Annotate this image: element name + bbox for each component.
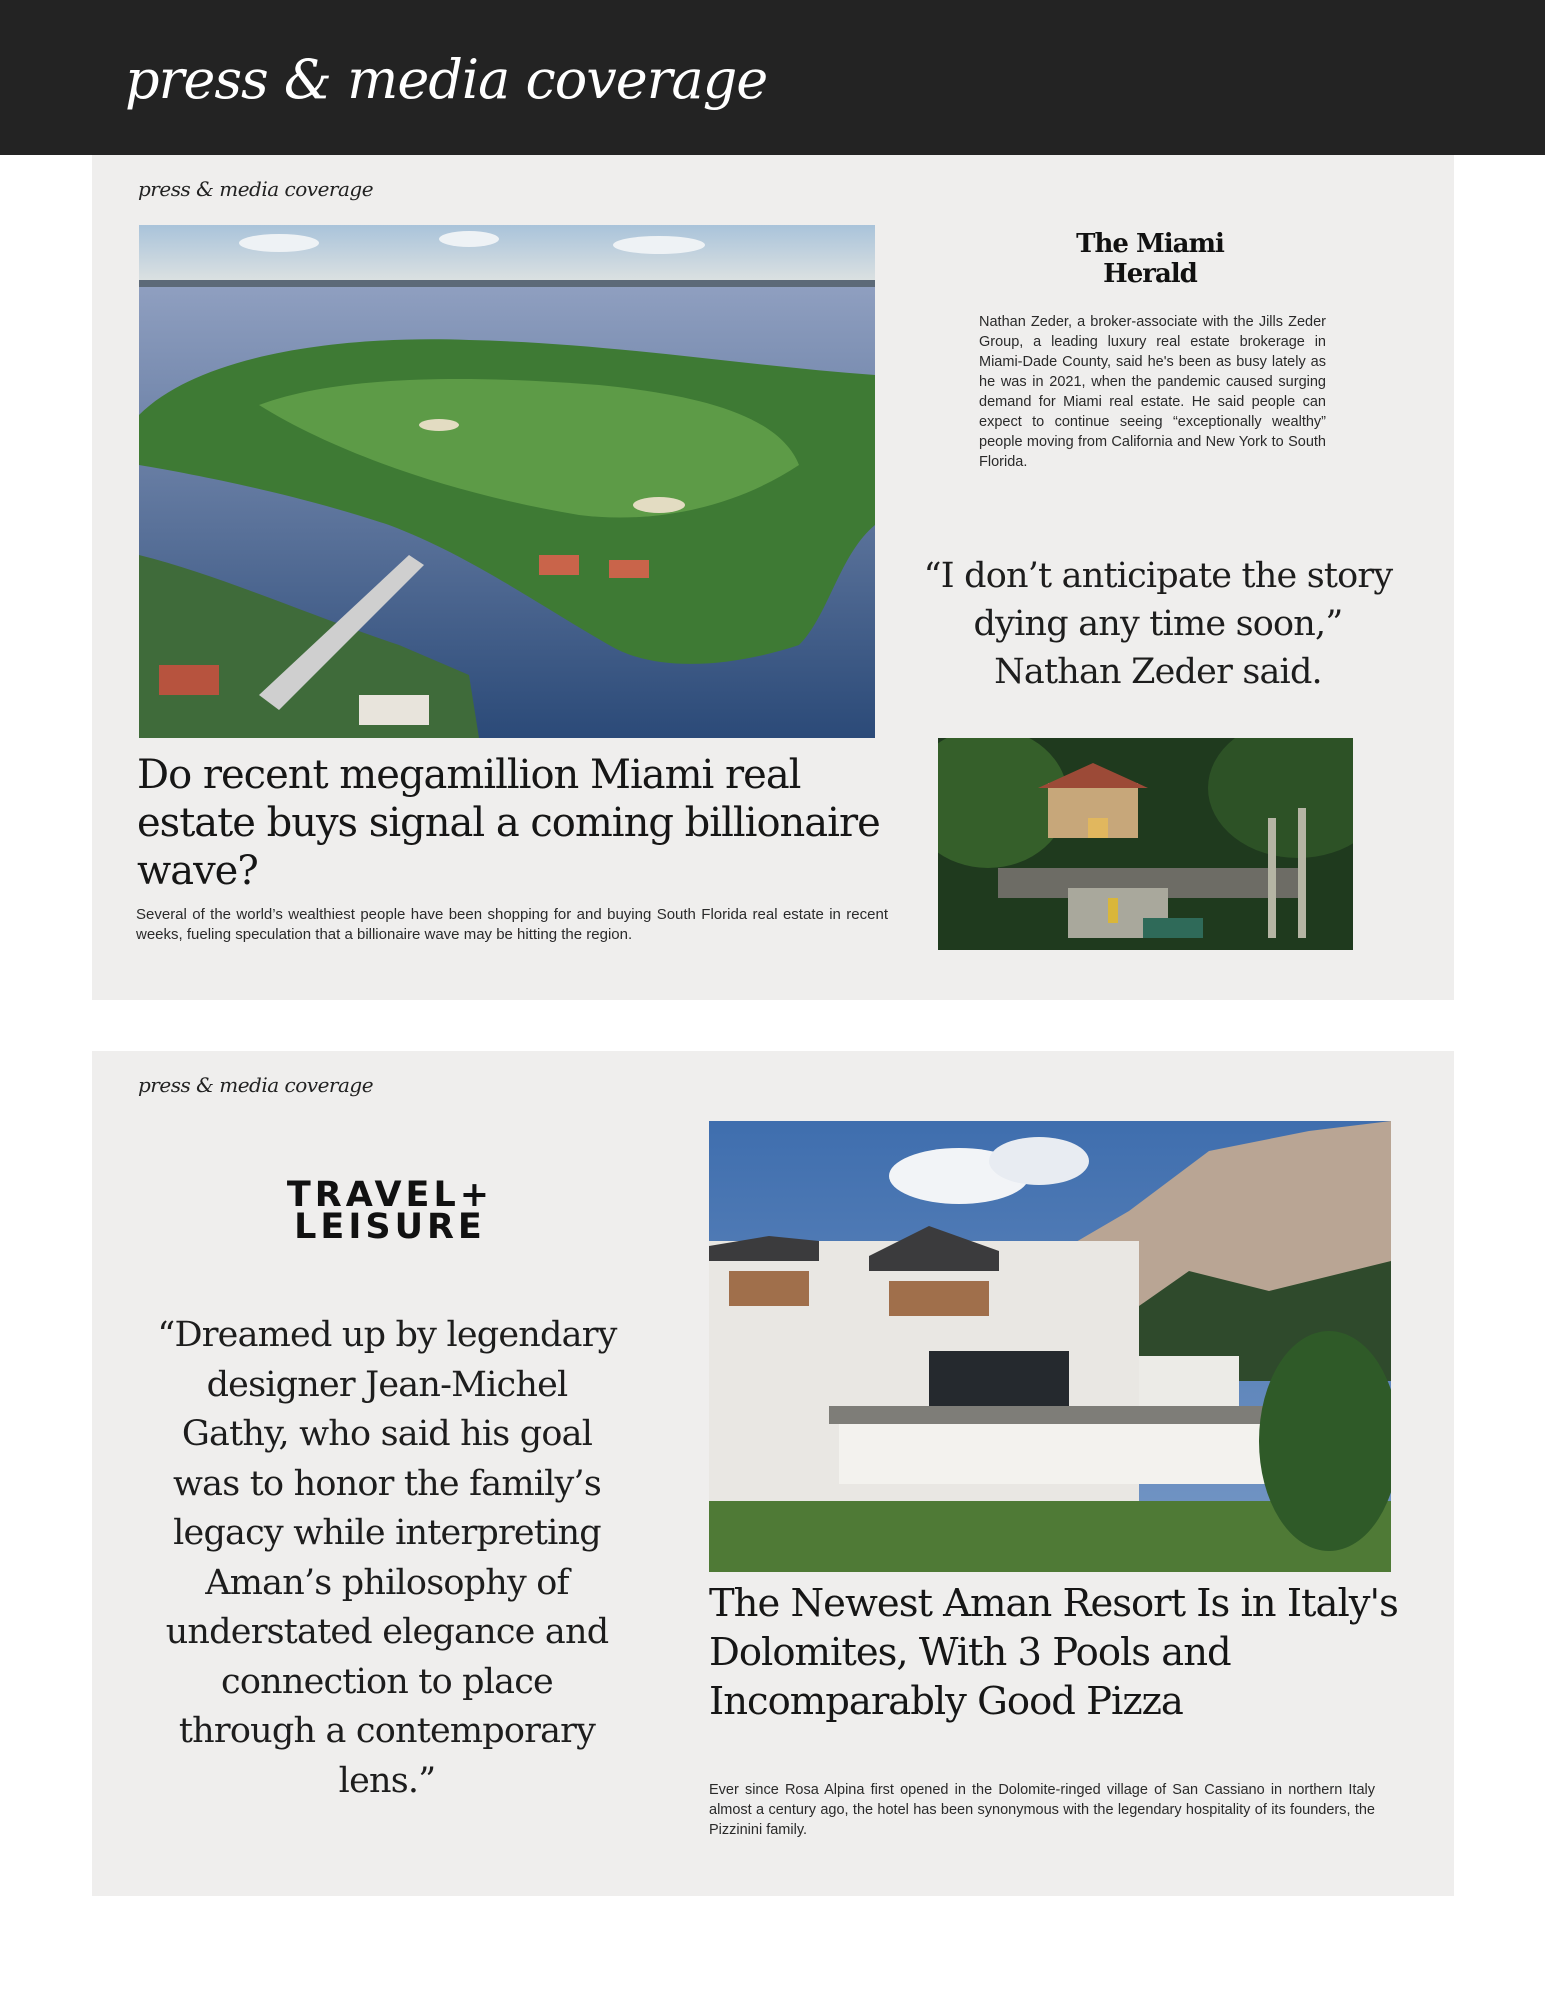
article-headline[interactable]: Do recent megamillion Miami real estate buys signal a coming billionaire wave?	[137, 752, 880, 894]
aerial-island-photo	[139, 225, 875, 738]
pull-quote: “I don’t anticipate the story dying any time soon,” Nathan Zeder said.	[923, 556, 1393, 692]
logo-line-2: LEISURE	[294, 1207, 486, 1247]
article-excerpt: Ever since Rosa Alpina first opened in the Dolomite-ringed village of San Cassiano in northern Italy almost a century ago, the hotel has been synonymous with the legendary hospitality of its founders, the Pizzinini family.	[709, 1782, 1375, 1838]
aman-resort-photo	[709, 1121, 1391, 1572]
pull-quote: “Dreamed up by legendary designer Jean-Michel Gathy, who said his goal was to honor the family’s legacy while interpreting Aman’s philosophy of understated elegance and connection to place through a contemporary lens.”	[157, 1315, 617, 1801]
press-panel-travel-leisure	[92, 1051, 1454, 1896]
tropical-estate-photo	[938, 738, 1353, 950]
panel-kicker: press & media coverage	[138, 1073, 374, 1097]
page-title: press & media coverage	[125, 48, 768, 111]
article-excerpt: Several of the world’s wealthiest people have been shopping for and buying South Florida real estate in recent weeks, fueling speculation that a billionaire wave may be hitting the region.	[136, 906, 888, 943]
logo-line-1: TRAVEL+	[286, 1175, 494, 1215]
article-headline[interactable]: The Newest Aman Resort Is in Italy's Dolomites, With 3 Pools and Incomparably Good Pizza	[709, 1581, 1398, 1724]
header-bar	[0, 0, 1545, 155]
miami-herald-logo: The Miami Herald	[1076, 229, 1224, 289]
press-panel-miami-herald	[92, 155, 1454, 1000]
travel-leisure-logo	[272, 1175, 508, 1247]
panel-kicker: press & media coverage	[138, 177, 374, 201]
article-summary: Nathan Zeder, a broker-associate with the Jills Zeder Group, a leading luxury real estate brokerage in Miami-Dade County, said he's been as busy lately as he was in 2021, when the pandemic caused surging demand for Miami real estate. He said people can expect to continue seeing “exceptionally wealthy” people moving from California and New York to South Florida.	[979, 314, 1326, 470]
